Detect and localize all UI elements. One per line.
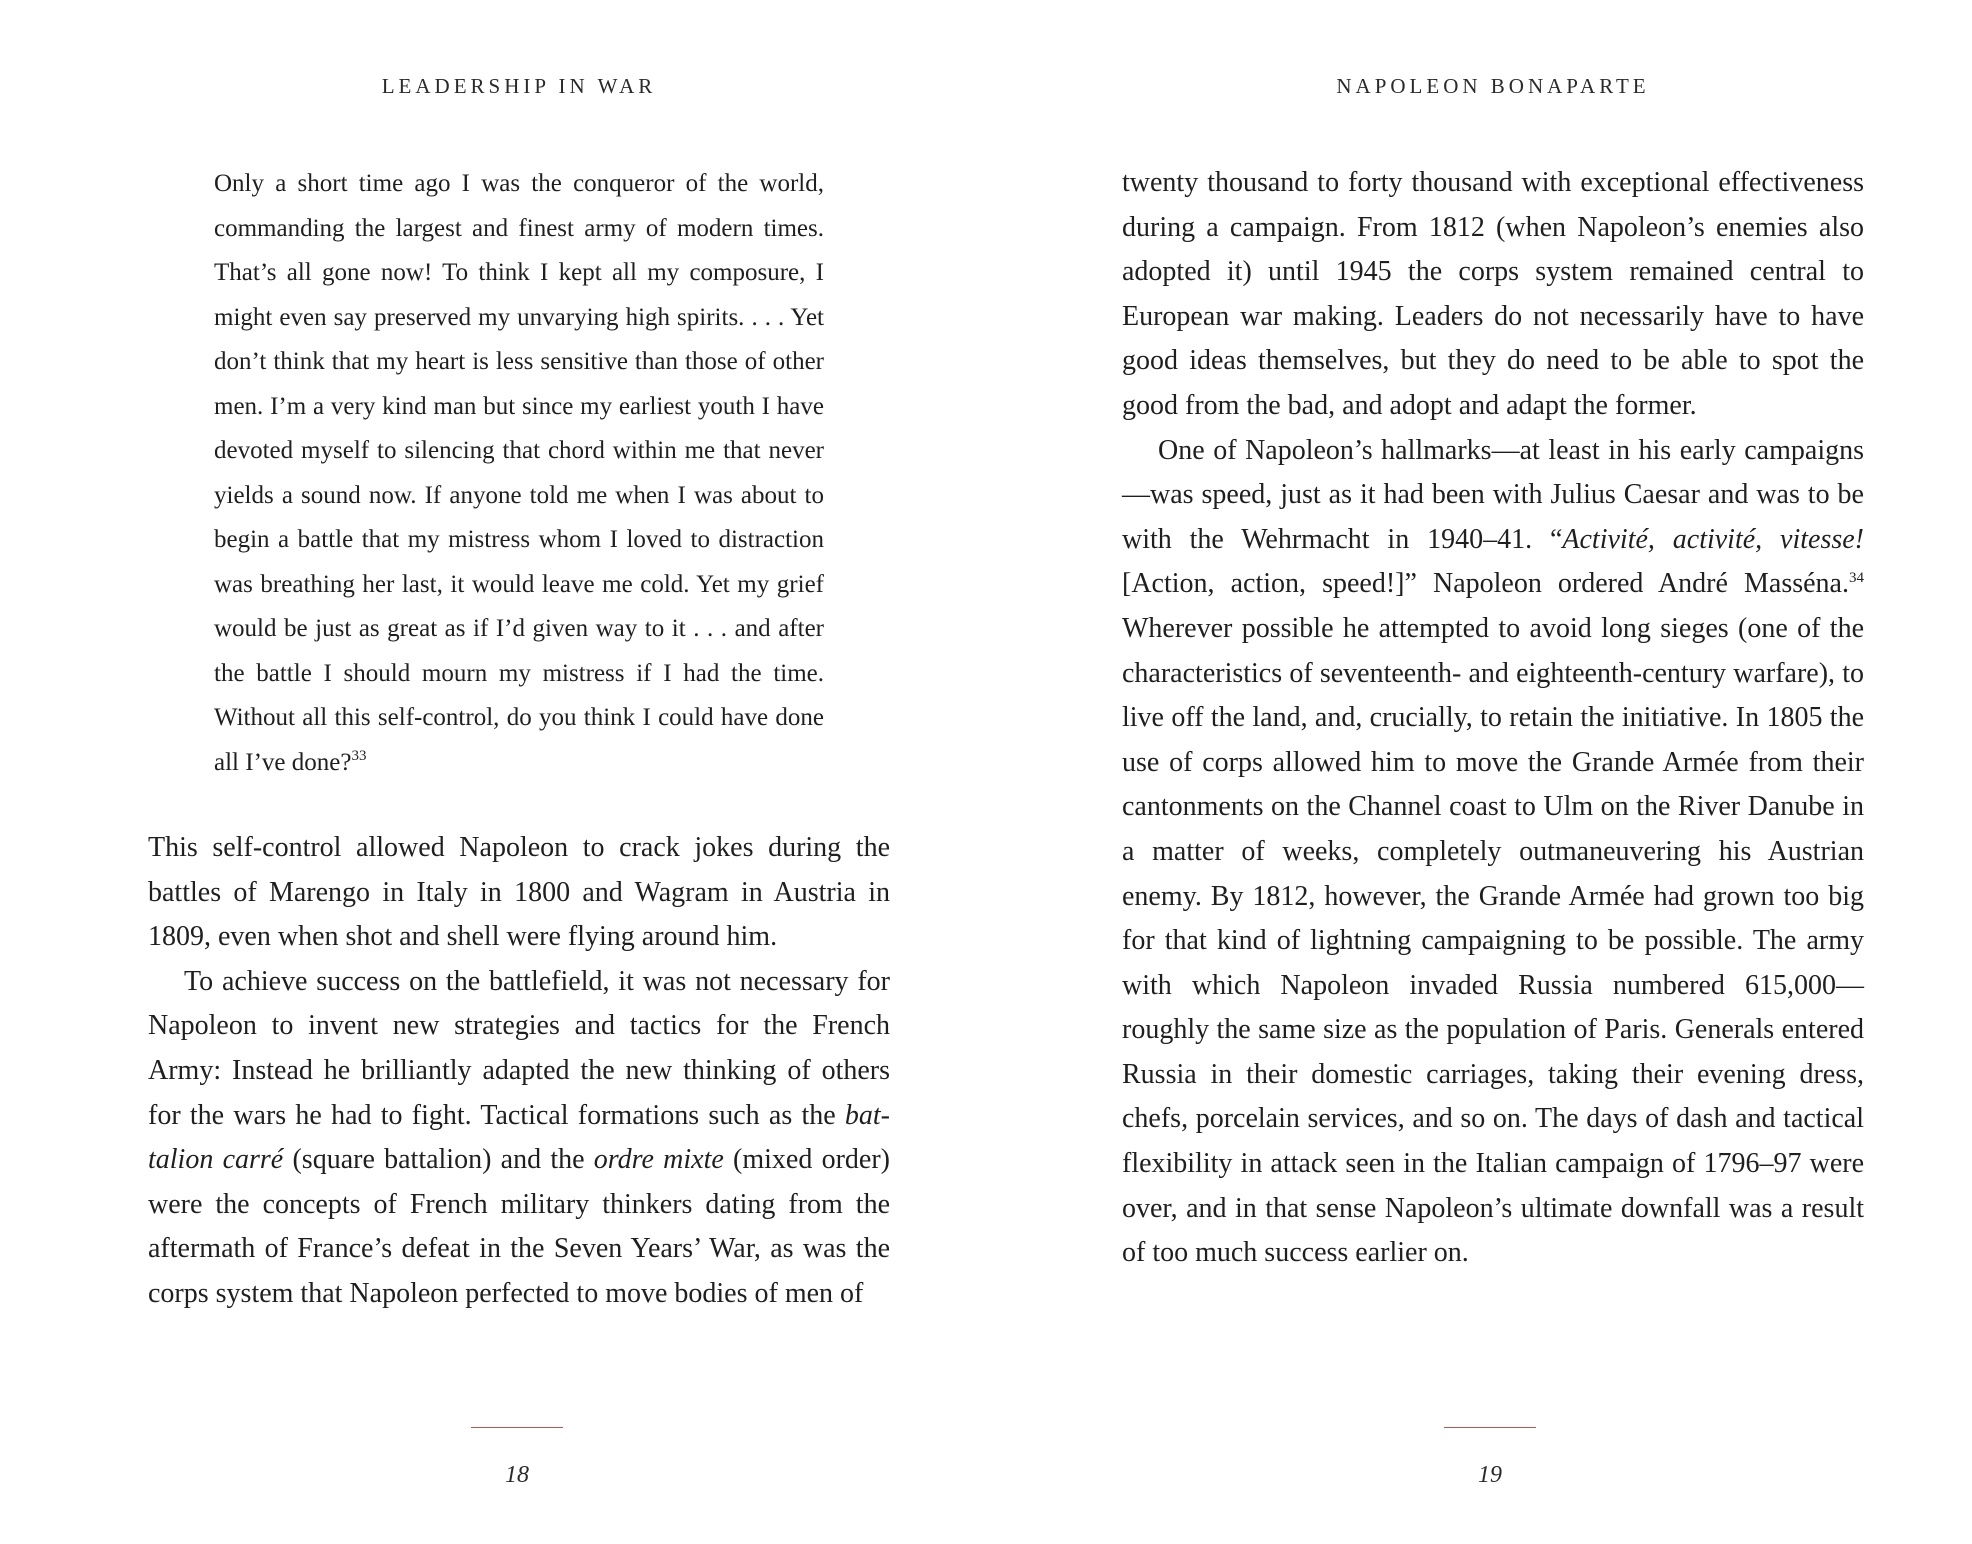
footnote-ref-34[interactable]: 34 <box>1849 570 1864 587</box>
running-head-right: NAPOLEON BONAPARTE <box>1336 74 1650 98</box>
paragraph <box>148 960 890 1317</box>
running-head-left: LEADERSHIP IN WAR <box>381 74 657 98</box>
paragraph-text: To achieve success on the battlefield, it was not necessary for Napoleon to invent new strategies and tactics for the French Army: Instead he brilliantly adapted the new thinking of others for the wars he had to fight. Tactical formations such as the <box>148 965 890 1131</box>
body-text-left <box>148 826 890 1317</box>
paragraph-text: Wherever possible he attempted to avoid long sieges (one of the characteristics of seventeenth- and eighteenth-century warfare), to live off the land, and, crucially, to retain the initiative. In 1805 the use of corps allowed him to move the Grande Armée from their cantonments on the Channel coast to Ulm on the River Danube in a matter of weeks, completely outmaneuvering his Austrian enemy. By 1812, however, the Grande Armée had grown too big for that kind of lightning campaigning to be possible. The army with which Napoleon invaded Russia numbered 615,000—roughly the same size as the population of Paris. Generals entered Russia in their domestic carriages, taking their evening dress, chefs, porcelain services, and so on. The days of dash and tactical flexibility in attack seen in the Italian campaign of 1796–97 were over, and in that sense Napoleon’s ultimate downfall was a result of too much success earlier on. <box>1122 612 1864 1269</box>
page-number-left: 18 <box>505 1462 529 1488</box>
paragraph-text: [Action, action, speed!]” Napoleon ordered André Masséna. <box>1122 568 1849 600</box>
paragraph-text: (mixed order) were the concepts of French military thinkers dating from the aftermath of France’s defeat in the Seven Years’ War, as was the corps system that Napoleon perfected to move bodies of men of <box>148 1144 890 1309</box>
italic-term: ordre mixte <box>593 1144 724 1176</box>
body-text-right <box>1122 161 1864 1276</box>
paragraph-text: One of Napoleon’s hallmarks—at least in his early campaigns—was speed, just as it had been with Julius Caesar and was to be with the Wehrmacht in 1940–41. “ <box>1122 434 1864 555</box>
italic-term: battalion carré <box>148 1099 890 1176</box>
folio-rule-left <box>471 1427 563 1428</box>
folio-rule-right <box>1444 1427 1536 1428</box>
paragraph: This self-control allowed Napoleon to crack jokes during the battles of Marengo in Italy in 1800 and Wagram in Austria in 1809, even when shot and shell were flying around him. <box>148 832 890 953</box>
footnote-ref-33[interactable]: 33 <box>351 747 367 764</box>
block-quote-body: Only a short time ago I was the conqueror of the world, commanding the largest and finest army of modern times. That’s all gone now! To think I kept all my composure, I might even say preserved my unvarying high spirits. . . . Yet don’t think that my heart is less sensitive than those of other men. I’m a very kind man but since my earliest youth I have devoted myself to silencing that chord within me that never yields a sound now. If anyone told me when I was about to begin a battle that my mistress whom I loved to distraction was breathing her last, it would leave me cold. Yet my grief would be just as great as if I’d given way to it . . . and after the battle I should mourn my mistress if I had the time. Without all this self-control, do you think I could have done all I’ve done? <box>214 170 824 776</box>
right-page <box>986 0 1972 1544</box>
block-quote <box>214 162 824 785</box>
italic-quote: Activité, activité, vitesse! <box>1562 523 1864 555</box>
paragraph: twenty thousand to forty thousand with exceptional effectiveness during a campaign. From 1812 (when Napoleon’s enemies also adopted it) until 1945 the corps system remained central to European war making. Leaders do not necessarily have to have good ideas themselves, but they do need to be able to spot the good from the bad, and adopt and adapt the former. <box>1122 167 1864 421</box>
paragraph <box>1122 429 1864 1276</box>
block-quote-text <box>214 162 824 785</box>
page-number-right: 19 <box>1478 1462 1502 1488</box>
paragraph-text: (square battalion) and the <box>283 1144 594 1176</box>
